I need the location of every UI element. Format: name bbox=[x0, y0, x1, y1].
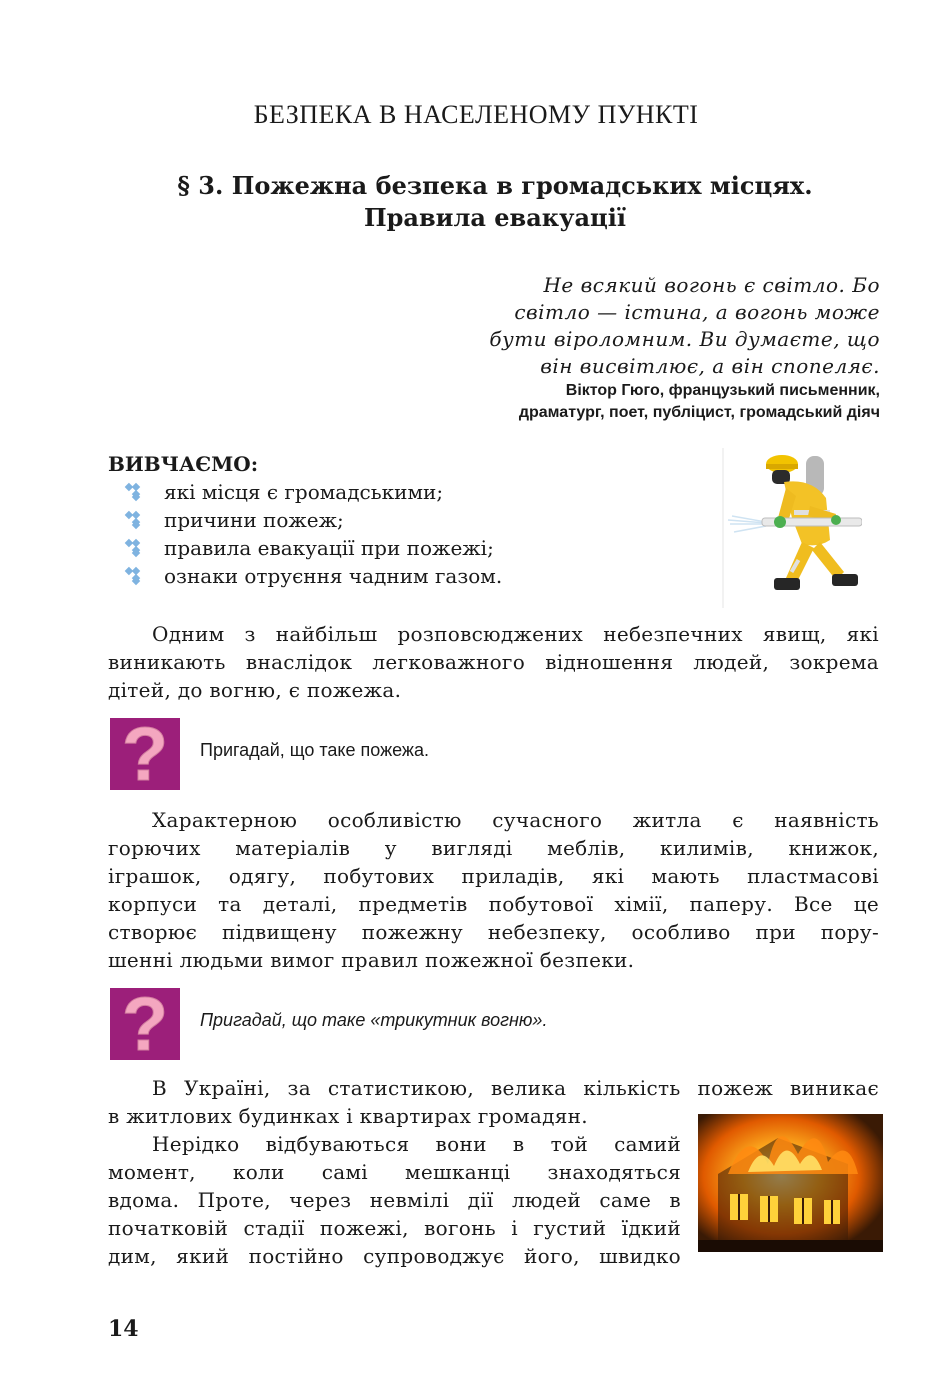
epigraph-author-line: Віктор Гюго, французький письменник, bbox=[565, 382, 880, 399]
question-mark-icon bbox=[110, 986, 180, 1060]
diamond-bullet-icon bbox=[128, 512, 144, 528]
svg-text:?: ? bbox=[121, 986, 169, 1060]
list-item: які місця є громадськими; bbox=[128, 478, 502, 506]
chapter-title-line1: § 3. Пожежна безпека в громадських місцях. bbox=[177, 171, 813, 200]
epigraph-author bbox=[420, 380, 880, 424]
list-item: причини пожеж; bbox=[128, 506, 502, 534]
paragraph-line: дітей, до вогню, є пожежа. bbox=[108, 678, 402, 702]
burning-house-photo bbox=[698, 1114, 883, 1252]
svg-text:?: ? bbox=[121, 716, 169, 790]
firefighter-illustration bbox=[722, 448, 862, 608]
study-heading: ВИВЧАЄМО: bbox=[108, 452, 259, 476]
paragraph-line: дим, який постійно супроводжує його, швидко bbox=[108, 1244, 681, 1268]
paragraph-line: В Україні, за статистикою, велика кількість пожеж виникає bbox=[152, 1076, 879, 1100]
diamond-bullet-icon bbox=[128, 540, 144, 556]
paragraph-line: виникають внаслідок легковажного відношення людей, зокрема bbox=[108, 650, 879, 674]
epigraph-line: бути віроломним. Ви думаєте, що bbox=[489, 327, 880, 351]
paragraph-line: створює підвищену пожежну небезпеку, особливо при пору- bbox=[108, 920, 879, 944]
paragraph-line: момент, коли самі мешканці знаходяться bbox=[108, 1160, 681, 1184]
chapter-title-line2: Правила евакуації bbox=[363, 203, 626, 232]
paragraph-4 bbox=[108, 1130, 681, 1270]
question-text-1: Пригадай, що таке пожежа. bbox=[200, 740, 429, 760]
study-list bbox=[128, 478, 502, 590]
paragraph-1 bbox=[108, 620, 879, 704]
paragraph-line: шенні людьми вимог правил пожежної безпеки. bbox=[108, 948, 635, 972]
paragraph-line: горючих матеріалів у вигляді меблів, килимів, книжок, bbox=[108, 836, 879, 860]
epigraph-line: він висвітлює, а він спопеляє. bbox=[540, 354, 880, 378]
section-title: БЕЗПЕКА В НАСЕЛЕНОМУ ПУНКТІ bbox=[253, 100, 699, 129]
epigraph-author-line: драматург, поет, публіцист, громадський діяч bbox=[518, 404, 880, 421]
epigraph-line: Не всякий вогонь є світло. Бо bbox=[543, 273, 880, 297]
paragraph-line: в житлових будинках і квартирах громадян. bbox=[108, 1104, 588, 1128]
paragraph-line: іграшок, одягу, побутових приладів, які мають пластмасові bbox=[108, 864, 879, 888]
paragraph-line: Характерною особливістю сучасного житла є наявність bbox=[152, 808, 879, 832]
list-item: правила евакуації при пожежі; bbox=[128, 534, 502, 562]
diamond-bullet-icon bbox=[128, 568, 144, 584]
list-item: ознаки отруєння чадним газом. bbox=[128, 562, 502, 590]
page-number: 14 bbox=[108, 1316, 139, 1342]
paragraph-line: початковій стадії пожежі, вогонь і густий їдкий bbox=[108, 1216, 681, 1240]
question-text-2: Пригадай, що таке «трикутник вогню». bbox=[200, 1010, 548, 1030]
diamond-bullet-icon bbox=[128, 484, 144, 500]
question-mark-icon bbox=[110, 716, 180, 790]
chapter-title bbox=[100, 170, 890, 234]
paragraph-line: Нерідко відбуваються вони в той самий bbox=[152, 1132, 681, 1156]
paragraph-line: вдома. Проте, через невмілі дії людей саме в bbox=[108, 1188, 681, 1212]
paragraph-line: Одним з найбільш розповсюджених небезпечних явищ, які bbox=[152, 622, 879, 646]
paragraph-line: корпуси та деталі, предметів побутової хімії, паперу. Все це bbox=[108, 892, 879, 916]
paragraph-2 bbox=[108, 806, 879, 974]
epigraph bbox=[440, 272, 880, 380]
epigraph-line: світло — істина, а вогонь може bbox=[514, 300, 880, 324]
